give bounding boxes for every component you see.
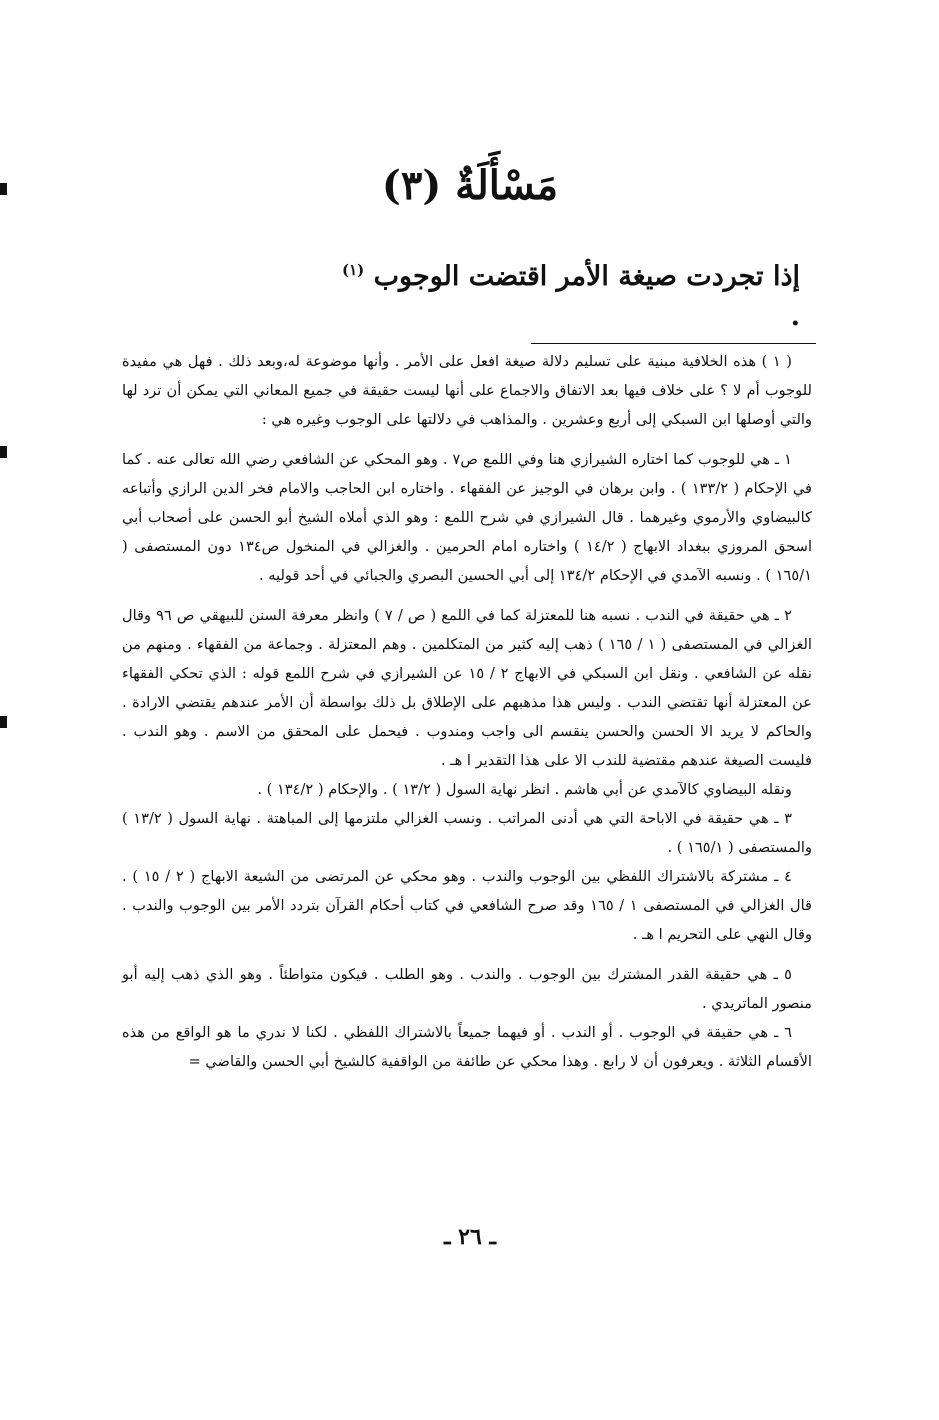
section-title-text: إذا تجردت صيغة الأمر اقتضت الوجوب — [373, 261, 800, 292]
scan-edge-mark — [0, 716, 7, 728]
section-title — [330, 250, 800, 337]
footnote-item-5: ٥ ـ هي حقيقة القدر المشترك بين الوجوب . والندب . وهو الطلب . فيكون متواطئاً . وهو الذي ذهب إليه أبو منصور الماتريدي . — [122, 966, 812, 1012]
footnote-item-2: ٢ ـ هي حقيقة في الندب . نسبه هنا للمعتزلة كما في اللمع ( ص / ٧ ) وانظر معرفة السنن للبيهقي ص ٩٦ وقال الغزالي في المستصفى ( ١ / ١٦٥ ) ذهب إليه كثير من المتكلمين . وهم المعتزلة . وجماعة من الفقهاء . ومنهم من نقله عن الشافعي . ونقل ابن السبكي في الابهاج ٢ / ١٥ عن الشيرازي في شرح اللمع قوله : الذي تحكي الفقهاء عن المعتزلة أنها تقتضي الندب . وليس هذا مذهبهم على الإطلاق بل ذلك بواسطة أن الأمر عندهم يقتضي الارادة . والحاكم لا يريد الا الحسن والحسن ينقسم الى واجب ومندوب . فيحمل على المحقق من الاسم . وهو الندب . فليست الصيغة عندهم مقتضية للندب الا على هذا التقدير ا هـ . — [122, 607, 812, 769]
footnote-rule — [531, 343, 816, 344]
section-title-tail: . — [790, 301, 800, 332]
footnote-item-2-continued: ونقله البيضاوي كالآمدي عن أبي هاشم . انظر نهاية السول ( ١٣/٢ ) . والإحكام ( ١٣٤/٢ ) . — [257, 781, 792, 798]
footnote-item-3: ٣ ـ هي حقيقة في الاباحة التي هي أدنى المراتب . ونسب الغزالي ملتزمها إلى المباهتة . نهاية السول ( ١٣/٢ ) والمستصفى ( ١٦٥/١ ) . — [122, 810, 812, 856]
footnote-ref: (١) — [341, 261, 365, 279]
footnote-item-4: ٤ ـ مشتركة بالاشتراك اللفظي بين الوجوب والندب . وهو محكي عن المرتضى من الشيعة الابهاج ( ٢ / ١٥ ) . قال الغزالي في المستصفى ١ / ١٦٥ وقد صرح الشافعي في كتاب أحكام القرآن بتردد الأمر بين الوجوب والندب . وقال النهي على التحريم ا هـ . — [122, 868, 813, 943]
footnote-item-1: ١ ـ هي للوجوب كما اختاره الشيرازي هنا وفي اللمع ص٧ . وهو المحكي عن الشافعي رضي الله تعالى عنه . كما في الإحكام ( ١٣٣/٢ ) . وابن برهان في الوجيز عن الفقهاء . واختاره ابن الحاجب والامام فخر الدين الرازي وأتباعه كالبيضاوي والأرموي وغيرهما . قال الشيرازي في شرح اللمع : وهو الذي أملاه الشيخ أبو الحسن على أصحاب أبي اسحق المروزي ببغداد الابهاج ( ١٤/٢ ) واختاره امام الحرمين . والغزالي في المنخول ص١٣٤ دون المستصفى ( ١٦٥/١ ) . ونسبه الآمدي في الإحكام ١٣٤/٢ إلى أبي الحسين البصري والجبائي في أحد قوليه . — [122, 451, 813, 584]
scan-edge-mark — [0, 183, 7, 195]
scan-edge-mark — [0, 446, 7, 458]
footnote-intro: ( ١ ) هذه الخلافية مبنية على تسليم دلالة صيغة افعل على الأمر . وأنها موضوعة له،وبعد ذلك . فهل هي مفيدة للوجوب أم لا ؟ على خلاف فيها بعد الاتفاق والاجماع على أنها ليست حقيقة في جميع المعاني التي يمكن أن ترد لها والتي أوصلها ابن السبكي إلى أربع وعشرين . والمذاهب في دلالتها على الوجوب وغيره هي : — [122, 353, 812, 428]
section-heading: مَسْأَلَةٌ (٣) — [381, 162, 559, 209]
footnote-block — [122, 347, 812, 1076]
page-number: ـ ٢٦ ـ — [444, 1224, 496, 1250]
footnote-item-6: ٦ ـ هي حقيقة في الوجوب . أو الندب . أو فيهما جميعاً بالاشتراك اللفظي . لكنا لا ندري ما هو الواقع من هذه الأقسام الثلاثة . ويعرفون أن لا رابع . وهذا محكي عن طائفة من الواقفية كالشيخ أبي الحسن والقاضي = — [122, 1024, 812, 1070]
